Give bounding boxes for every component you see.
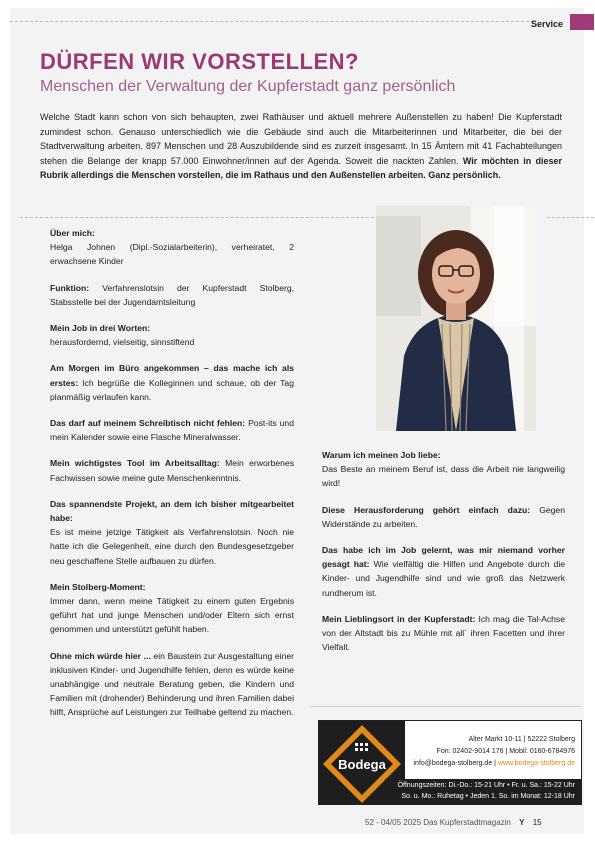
section-divider [10, 21, 534, 22]
divider-left [20, 217, 374, 218]
ad-hours-line1: Öffnungszeiten: Di.-Do.: 15-21 Uhr • Fr. u. Sa.: 15-22 Uhr [397, 782, 575, 789]
ad-opening-hours [385, 779, 581, 804]
magazine-logo-icon: Y [519, 818, 525, 827]
ad-email[interactable]: info@bodega-stolberg.de [413, 760, 493, 767]
qa-answer: Das Beste an meinem Beruf ist, dass die Arbeit nie langweilig wird! [322, 464, 565, 489]
section-color-bar [570, 14, 594, 30]
qa-block [50, 416, 294, 444]
qa-answer: herausfordernd, vielseitig, sinnstiftend [50, 337, 195, 348]
qa-question: Mein Job in drei Worten: [50, 323, 151, 334]
qa-answer: Post-its und mein Kalender sowie eine Flasche Mineralwasser. [50, 418, 294, 443]
ad-hours-line2: So. u. Mo.: Ruhetag • Jeden 1. So. im Monat: 12-18 Uhr [401, 792, 575, 800]
qa-answer: Gegen Widerstände zu arbeiten. [322, 504, 565, 529]
qa-block [50, 321, 294, 349]
ad-divider [310, 706, 582, 707]
qa-answer: ein Baustein zur Ausgestaltung einer inklusiven Kinder- und Jugendhilfe fehlen, denn es würde keine unabhängige und neutrale Beratung geben, die Kindern und Familien mit (drohender) Behinderung und ihren Familien dabei hilft, Ansprüche auf Leistungen zur Teilhabe geltend zu machen. [50, 650, 294, 718]
qa-block [50, 497, 294, 568]
qa-answer: Es ist meine jetzige Tätigkeit als Verfahrenslotsin. Noch nie hatte ich die Gelegenheit, eine durch den Bundesgesetzgeber neu geschaffene Stelle aufbauen zu dürfen. [50, 527, 294, 566]
qa-block [322, 448, 565, 491]
qa-question: Mein wichtigstes Tool im Arbeitsalltag: [50, 458, 220, 469]
page-title: DÜRFEN WIR VORSTELLEN? [40, 49, 359, 74]
intro-text: Welche Stadt kann schon von sich behaupten, zwei Rathäuser und aktuell mehrere Außenstellen zu haben! Die Kupferstadt zumindest schon. Genauso unterschiedlich wie die Gebäude sind auch die Mitarbeiterinnen und Mitarbeiter, die bei der Stadtverwaltung arbeiten. 897 Menschen und 28 Auszubildende sind es zurzeit insgesamt. In 15 Ämtern mit 41 Fachabteilungen stehen die Belange der knapp 57.000 Einwohner/innen auf der Agenda. Soweit die nackten Zahlen. [40, 112, 562, 166]
qa-question: Diese Herausforderung gehört einfach dazu: [322, 504, 531, 515]
qa-question: Über mich: [50, 228, 95, 238]
qa-answer: Wie vielfältig die Hilfen und Angebote durch die Kinder- und Jugendhilfe sind und wie groß das Netzwerk rundherum ist. [322, 559, 566, 598]
divider-right [547, 217, 594, 218]
qa-block [50, 361, 294, 404]
page [10, 8, 584, 834]
qa-question: Warum ich meinen Job liebe: [322, 450, 441, 460]
qa-question: Das habe ich im Job gelernt, was mir niemand vorher gesagt hat: [322, 545, 565, 570]
page-subtitle: Menschen der Verwaltung der Kupferstadt ganz persönlich [40, 78, 456, 95]
qa-question: Das spannendste Projekt, an dem ich bisher mitgearbeitet habe: [50, 498, 294, 524]
qa-question: Ohne mich würde hier ... [50, 650, 151, 661]
qa-block [322, 612, 565, 655]
qa-answer: Helga Johnen (Dipl.-Sozialarbeiterin), verheiratet, 2 erwachsene Kinder [50, 242, 294, 267]
ad-phone: Fon: 02402-9014 176 | Mobil: 0160-6784976 [436, 748, 575, 755]
qa-question: Das darf auf meinem Schreibtisch nicht fehlen: [50, 418, 246, 429]
qa-answer: Immer dann, wenn meine Tätigkeit zu einem guten Ergebnis geführt hat und junge Menschen und/oder Eltern sich ernst genommen und unterstützt gefühlt haben. [50, 596, 294, 635]
intro-paragraph [40, 110, 562, 183]
page-number: 15 [532, 818, 542, 827]
qa-question: Mein Lieblingsort in der Kupferstadt: [322, 613, 476, 624]
qa-question: Funktion: [50, 282, 90, 293]
portrait-photo [376, 206, 536, 431]
intro-bold: Wir möchten in dieser Rubrik allerdings die Menschen vorstellen, die im Rathaus und den Außenstellen arbeiten. Ganz persönlich. [40, 155, 562, 180]
qa-block [50, 226, 294, 269]
page-footer [365, 818, 542, 827]
qa-answer: Ich begrüße die Kolleginnen und schaue, ob der Tag planmäßig verlaufen kann. [50, 377, 294, 402]
footer-issue: 52 - 04/05 2025 Das Kupferstadtmagazin [365, 818, 511, 827]
qa-block [50, 456, 294, 484]
qa-block [322, 543, 565, 600]
ad-contact: Alter Markt 10-11 | 52222 Stolberg Fon: 02402-9014 176 | Mobil: 0160-6784976 info@bodega-stolberg.de | www.bodega-stolberg.de [413, 736, 575, 767]
ad-website[interactable]: www.bodega-stolberg.de [497, 760, 575, 767]
qa-block [50, 649, 294, 720]
qa-block [50, 281, 294, 309]
qa-answer: Ich mag die Tal-Achse von der Altstadt bis zu Mühle mit all´ ihren Facetten und ihrer Vielfalt. [322, 613, 566, 653]
qa-block [50, 580, 294, 637]
right-column [322, 448, 565, 666]
bodega-advertisement[interactable] [318, 720, 582, 805]
qa-answer: Mein erworbenes Fachwissen sowie meine gute Menschenkenntnis. [50, 458, 294, 483]
left-column [50, 226, 294, 732]
qa-answer: Verfahrenslotsin der Kupferstadt Stolberg, Stabsstelle bei der Jugendamtsleitung [50, 282, 295, 307]
qa-block [322, 503, 565, 531]
ad-address: Alter Markt 10-11 | 52222 Stolberg [468, 736, 575, 743]
section-label: Service [531, 19, 564, 29]
qa-question: Am Morgen im Büro angekommen – das mache ich als erstes: [50, 363, 294, 388]
ad-brand: Bodega [338, 757, 386, 772]
qa-question: Mein Stolberg-Moment: [50, 581, 146, 592]
